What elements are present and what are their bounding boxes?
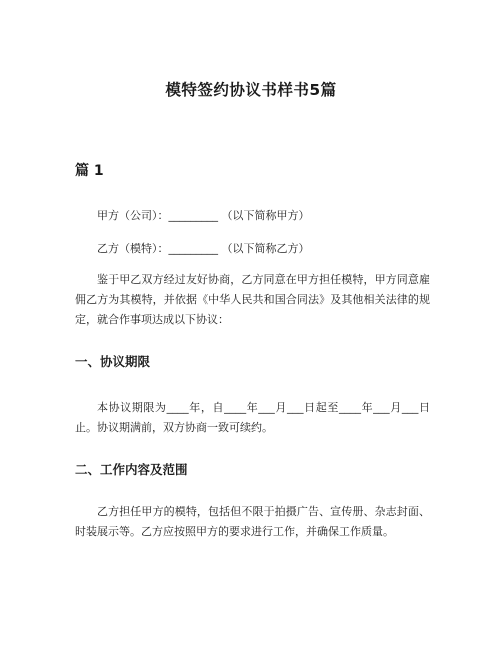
intro-paragraph: 鉴于甲乙双方经过友好协商，乙方同意在甲方担任模特，甲方同意雇佣乙方为其模特，并依据《中华人民共和国合同法》及其他相关法律的规定，就合作事项达成以下协议： — [75, 273, 430, 326]
scope-paragraph: 乙方担任甲方的模特，包括但不限于拍摄广告、宣传册、杂志封面、时装展示等。乙方应按照甲方的要求进行工作，并确保工作质量。 — [75, 505, 430, 538]
document-title: 模特签约协议书样书5篇 — [165, 81, 337, 99]
part-heading: 篇 1 — [75, 163, 104, 179]
section-heading-term: 一、协议期限 — [75, 354, 151, 369]
term-paragraph: 本协议期限为____年，自____年___月___日起至____年___月___日止。协议期满前，双方协商一致可续约。 — [75, 401, 430, 434]
party-b-line: 乙方（模特）：_________ （以下简称乙方） — [97, 242, 310, 255]
section-heading-scope: 二、工作内容及范围 — [75, 462, 188, 477]
party-a-line: 甲方（公司）：_________ （以下简称甲方） — [97, 209, 310, 222]
